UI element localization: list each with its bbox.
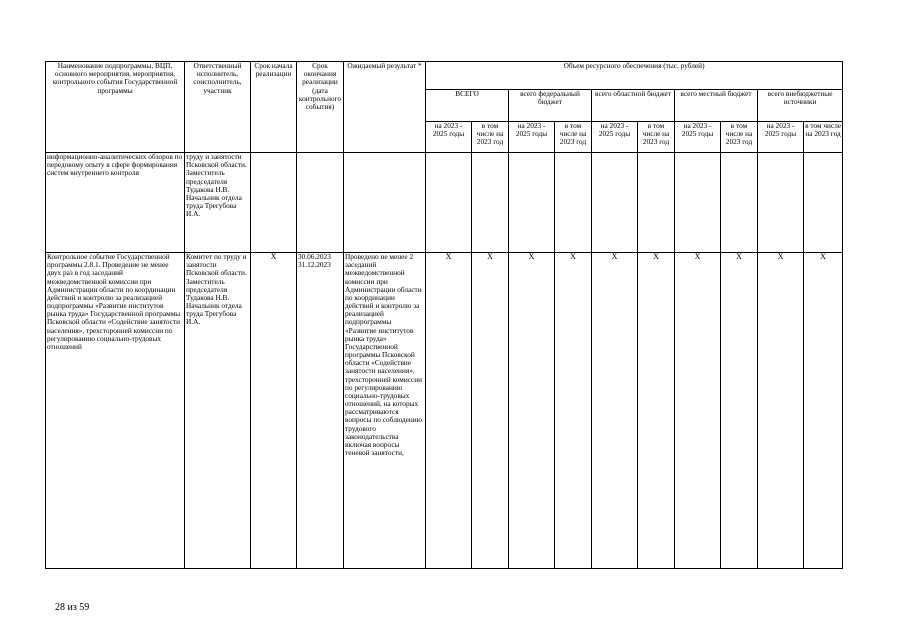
- table-row: [46, 153, 843, 253]
- row-value: [509, 153, 555, 253]
- row-end: 30.06.2023 31.12.2023: [297, 253, 344, 569]
- row-value: [675, 153, 721, 253]
- header-sub-year: в том числе на 2023 год: [555, 122, 592, 153]
- row-start: X: [251, 253, 297, 569]
- header-group-regional: всего областной бюджет: [592, 90, 675, 122]
- header-group-extrabudget: всего внебюджетные источники: [758, 90, 843, 122]
- row-value: X: [758, 253, 804, 569]
- header-sub-period: на 2023 - 2025 годы: [758, 122, 804, 153]
- header-resources: Объем ресурсного обеспечения (тыс. рублей): [426, 62, 843, 90]
- header-group-federal: всего федеральный бюджет: [509, 90, 592, 122]
- header-result: Ожидаемый результат *: [344, 62, 426, 153]
- row-value: [555, 153, 592, 253]
- row-name: информационно-аналитических обзоров по передовому опыту в сфере формирования систем внутреннего контроля: [46, 153, 185, 253]
- row-value: X: [555, 253, 592, 569]
- row-value: [758, 153, 804, 253]
- row-value: X: [509, 253, 555, 569]
- row-start: [251, 153, 297, 253]
- row-value: [426, 153, 472, 253]
- header-start: Срок начала реализации: [251, 62, 297, 153]
- header-sub-year: в том числе на 2023 год: [472, 122, 509, 153]
- header-sub-year: в том числе на 2023 год: [721, 122, 758, 153]
- row-value: X: [426, 253, 472, 569]
- row-value: [721, 153, 758, 253]
- row-end: [297, 153, 344, 253]
- row-value: [804, 153, 843, 253]
- row-value: X: [592, 253, 638, 569]
- row-value: [638, 153, 675, 253]
- row-result: [344, 153, 426, 253]
- header-sub-year: в том числе на 2023 год: [638, 122, 675, 153]
- header-group-total: ВСЕГО: [426, 90, 509, 122]
- row-name: Контрольное событие Государственной программы 2.8.1. Проведение не менее двух раз в год заседаний межведомственной комиссии при Администрации области по координации действий и контролю за реализацией подпрограммы «Развитие институтов рынка труда» Государственной программы Псковской области «Содействие занятости населения», трехсторонней комиссии по регулированию социально-трудовых отношений: [46, 253, 185, 569]
- header-sub-period: на 2023 - 2025 годы: [426, 122, 472, 153]
- row-result: Проведено не менее 2 заседаний межведомственной комиссии при Администрации области по координации действий и контролю за реализацией подпрограммы «Развитие институтов рынка труда» Государственной программы Псковской области «Содействие занятости населения», трехсторонней комиссии по регулированию социально-трудовых отношений, на которых рассматриваются вопросы по соблюдению трудового законодательства включая вопросы теневой занятости,: [344, 253, 426, 569]
- header-sub-period: на 2023 - 2025 годы: [592, 122, 638, 153]
- header-sub-year: в том числе на 2023 год: [804, 122, 843, 153]
- header-end: Срок окончания реализации (дата контрольного события): [297, 62, 344, 153]
- row-executor: Комитет по труду и занятости Псковской области. Заместитель председателя Тудакова Н.В. Начальник отдела труда Трегубова И.А.: [185, 253, 251, 569]
- row-value: X: [804, 253, 843, 569]
- row-value: X: [675, 253, 721, 569]
- row-value: X: [472, 253, 509, 569]
- header-group-local: всего местный бюджет: [675, 90, 758, 122]
- header-name: Наименование подпрограммы, ВЦП, основного мероприятия, мероприятия, контрольного события Государственной программы: [46, 62, 185, 153]
- header-sub-period: на 2023 - 2025 годы: [675, 122, 721, 153]
- table-row: [46, 253, 843, 569]
- budget-table: [45, 61, 843, 569]
- row-executor: труду и занятости Псковской области. Заместитель председателя Тудакова Н.В. Начальник отдела труда Трегубова И.А.: [185, 153, 251, 253]
- header-sub-period: на 2023 - 2025 годы: [509, 122, 555, 153]
- header-executor: Ответственный исполнитель, соисполнитель, участник: [185, 62, 251, 153]
- page-number: 28 из 59: [55, 602, 90, 613]
- row-value: [472, 153, 509, 253]
- row-value: X: [638, 253, 675, 569]
- row-value: [592, 153, 638, 253]
- row-value: X: [721, 253, 758, 569]
